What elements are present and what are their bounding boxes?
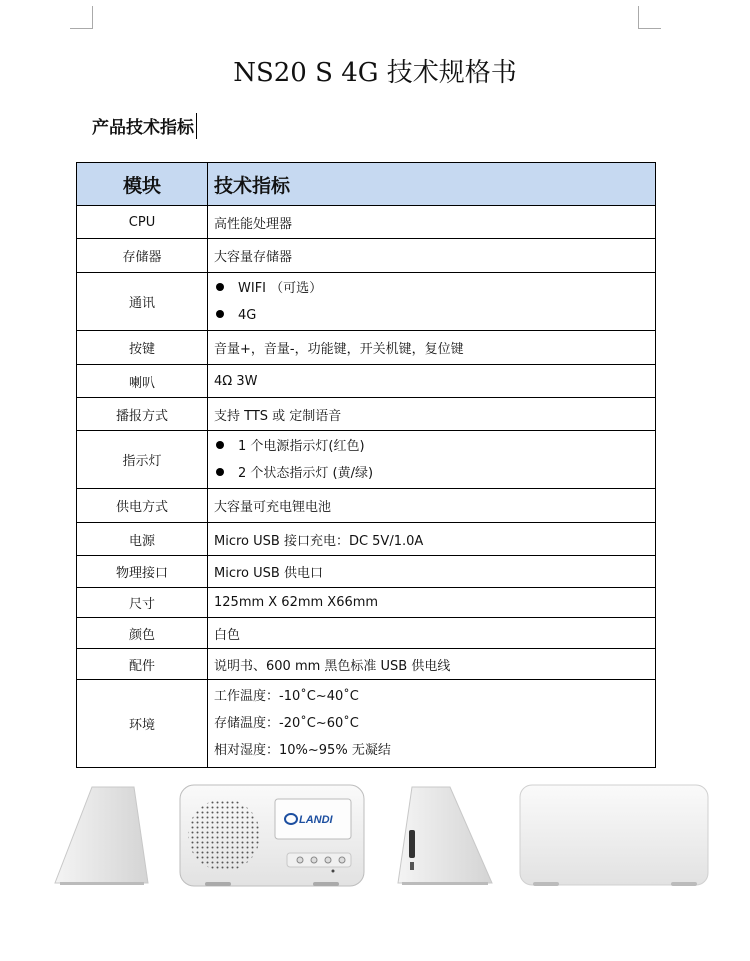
spec-cell: 音量+，音量-，功能键，开关机键，复位键 [208,331,656,365]
table-row [77,365,656,398]
spec-cell: 白色 [208,618,656,649]
environment-line: 工作温度：-10˚C~40˚C [214,689,359,704]
spec-cell: 支持 TTS 或 定制语音 [208,398,656,431]
table-row [77,206,656,239]
brand-logo: LANDI [299,814,333,826]
device-front-view [180,785,364,886]
module-cell: 配件 [77,649,208,680]
device-left-side-view [55,787,148,885]
section-heading[interactable] [92,113,197,139]
bullet-icon [216,468,224,476]
spec-table [76,162,656,768]
speaker-grille [188,799,260,871]
bullet-item [214,460,655,487]
spec-cell: 125mm X 62mm X66mm [208,588,656,618]
table-row [77,398,656,431]
module-cell: 环境 [77,680,208,768]
module-cell: 存储器 [77,239,208,273]
module-cell: 尺寸 [77,588,208,618]
spec-cell [208,680,656,768]
table-row [77,489,656,523]
spec-cell [208,431,656,489]
table-row [77,556,656,588]
module-cell: 按键 [77,331,208,365]
spec-cell: Micro USB 接口充电：DC 5V/1.0A [208,523,656,556]
table-row [77,588,656,618]
module-cell: 供电方式 [77,489,208,523]
table-header-row [77,163,656,206]
bullet-icon [216,283,224,291]
section-heading-text: 产品技术指标 [92,118,194,138]
module-cell: 物理接口 [77,556,208,588]
module-cell: 指示灯 [77,431,208,489]
bullet-icon [216,310,224,318]
product-photos [0,780,750,900]
table-row [77,431,656,489]
table-row [77,649,656,680]
module-cell: CPU [77,206,208,239]
table-row [77,273,656,331]
header-module: 模块 [77,163,208,206]
module-cell: 播报方式 [77,398,208,431]
bullet-text: WIFI （可选） [238,280,323,296]
page-corner-mark-right [638,6,661,29]
table-row [77,680,656,768]
spec-cell [208,273,656,331]
bullet-item [214,302,655,329]
header-spec: 技术指标 [208,163,656,206]
bullet-item [214,433,655,460]
table-row [77,618,656,649]
bullet-text: 4G [238,307,257,323]
bullet-text: 2 个状态指示灯 (黄/绿) [238,465,374,481]
page-corner-mark-left [70,6,93,29]
bullet-item [214,275,655,302]
spec-cell: 4Ω 3W [208,365,656,398]
bullet-icon [216,441,224,449]
table-row [77,523,656,556]
environment-line: 相对湿度：10%~95% 无凝结 [214,743,391,758]
spec-cell: Micro USB 供电口 [208,556,656,588]
spec-cell: 大容量存储器 [208,239,656,273]
module-cell: 喇叭 [77,365,208,398]
spec-cell: 说明书、600 mm 黑色标准 USB 供电线 [208,649,656,680]
environment-line: 存储温度：-20˚C~60˚C [214,716,359,731]
table-row [77,239,656,273]
module-cell: 颜色 [77,618,208,649]
module-cell: 通讯 [77,273,208,331]
module-cell: 电源 [77,523,208,556]
bullet-text: 1 个电源指示灯(红色) [238,438,365,454]
text-cursor [196,113,197,139]
device-right-side-view [398,787,492,885]
document-title: NS20 S 4G 技术规格书 [233,58,517,88]
spec-cell: 大容量可充电锂电池 [208,489,656,523]
spec-cell: 高性能处理器 [208,206,656,239]
table-row [77,331,656,365]
device-back-view [520,785,708,886]
